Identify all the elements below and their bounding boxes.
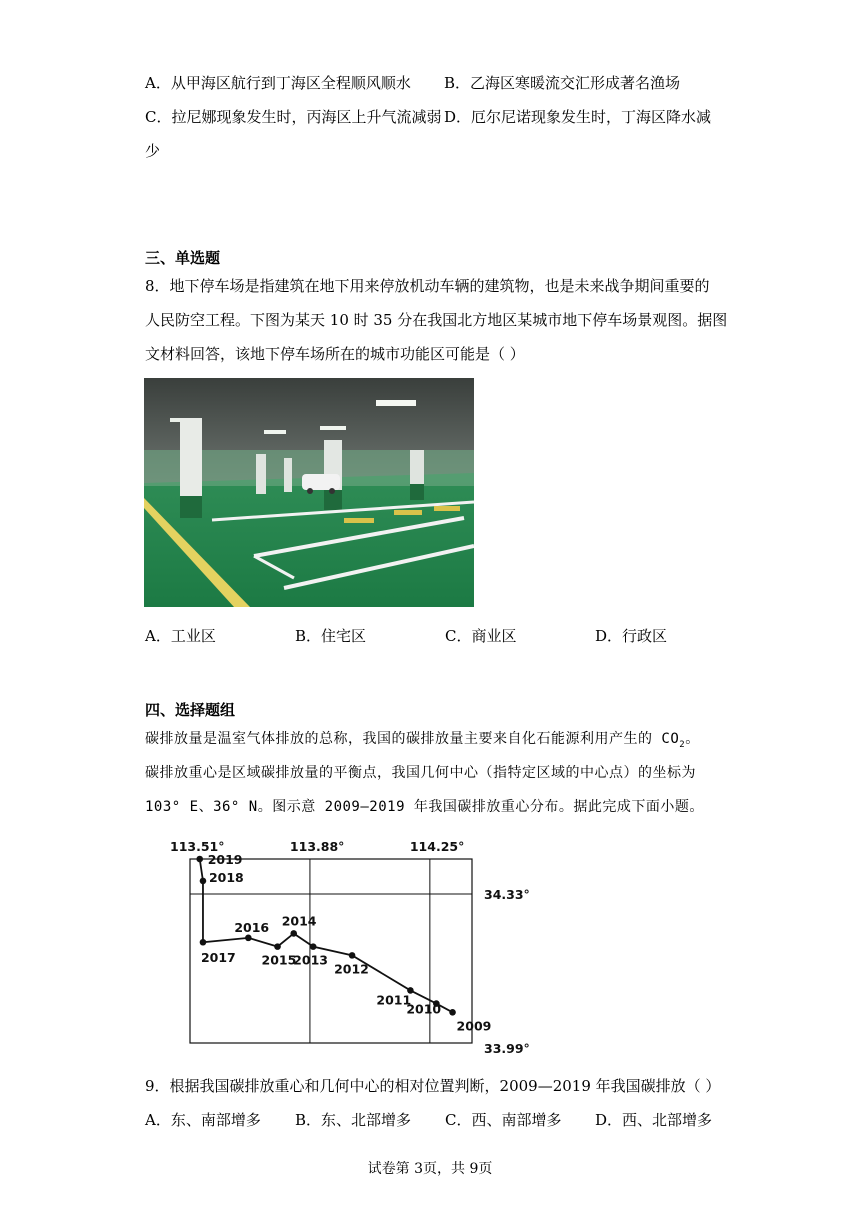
data-label-2018: 2018 <box>208 869 244 885</box>
data-point-2012 <box>349 952 356 959</box>
q8-line-3: 文材料回答，该地下停车场所在的城市功能区可能是（ ） <box>145 345 525 363</box>
q9-option-d: D．西、北部增多 <box>595 1111 713 1129</box>
q8-option-a: A．工业区 <box>145 627 216 645</box>
data-point-2015 <box>274 943 281 950</box>
q9-stem: 9．根据我国碳排放重心和几何中心的相对位置判断，2009—2019 年我国碳排放（ ） <box>145 1077 721 1095</box>
q8-line-1: 8．地下停车场是指建筑在地下用来停放机动车辆的建筑物，也是未来战争期间重要的 <box>145 277 710 295</box>
q8-option-d: D．行政区 <box>595 627 668 645</box>
intro-line-1-tail: 。 <box>685 731 700 747</box>
data-point-2019 <box>196 856 203 863</box>
data-label-2019: 2019 <box>207 852 243 867</box>
intro-line-1 <box>145 728 700 750</box>
q7-option-c: C．拉尼娜现象发生时，丙海区上升气流减弱 <box>145 108 442 126</box>
y-tick-label: 34.33° <box>484 887 530 903</box>
x-tick-label: 113.51° <box>170 839 225 854</box>
data-label-2016: 2016 <box>234 919 270 935</box>
intro-line-1-text: 碳排放量是温室气体排放的总称，我国的碳排放量主要来自化石能源利用产生的 CO <box>145 731 680 747</box>
data-label-2014: 2014 <box>281 913 317 929</box>
q7-option-d-cont: 少 <box>145 142 161 160</box>
data-point-2009 <box>449 1009 456 1016</box>
q9-option-a: A．东、南部增多 <box>145 1111 261 1129</box>
data-label-2015: 2015 <box>261 952 297 968</box>
carbon-center-chart <box>160 832 540 1058</box>
data-label-2012: 2012 <box>334 961 369 977</box>
co2-subscript: 2 <box>679 739 686 750</box>
q8-line-2: 人民防空工程。下图为某天 10 时 35 分在我国北方地区某城市地下停车场景观图。据图 <box>145 311 728 329</box>
data-point-2018 <box>200 878 207 885</box>
data-point-2017 <box>200 939 207 946</box>
data-label-2009: 2009 <box>456 1018 492 1034</box>
data-point-2013 <box>310 943 317 950</box>
page-footer: 试卷第 3页，共 9页 <box>367 1161 493 1177</box>
data-label-2013: 2013 <box>293 952 328 968</box>
data-point-2014 <box>290 930 297 937</box>
data-label-2011: 2011 <box>376 992 412 1008</box>
x-tick-label: 113.88° <box>289 839 345 854</box>
data-label-2017: 2017 <box>200 950 236 966</box>
q7-option-d: D．厄尔尼诺现象发生时，丁海区降水减 <box>444 108 712 126</box>
section-3-title: 三、单选题 <box>145 249 221 267</box>
y-tick-label: 33.99° <box>484 1041 530 1056</box>
parking-garage-photo <box>144 378 474 607</box>
x-tick-label: 114.25° <box>409 839 465 854</box>
q9-option-c: C．西、南部增多 <box>445 1111 562 1129</box>
q8-option-b: B．住宅区 <box>295 627 367 645</box>
intro-line-3: 103° E、36° N。图示意 2009—2019 年我国碳排放重心分布。据此完成下面小题。 <box>145 799 704 815</box>
q7-option-a: A．从甲海区航行到丁海区全程顺风顺水 <box>145 74 411 92</box>
q9-option-b: B．东、北部增多 <box>295 1111 412 1129</box>
data-point-2016 <box>245 935 252 942</box>
intro-line-2: 碳排放重心是区域碳排放量的平衡点，我国几何中心（指特定区域的中心点）的坐标为 <box>145 765 696 781</box>
q7-option-b: B．乙海区寒暖流交汇形成著名渔场 <box>444 74 681 92</box>
q8-option-c: C．商业区 <box>445 627 517 645</box>
data-label-2010: 2010 <box>406 1001 442 1017</box>
section-4-title: 四、选择题组 <box>145 701 236 719</box>
